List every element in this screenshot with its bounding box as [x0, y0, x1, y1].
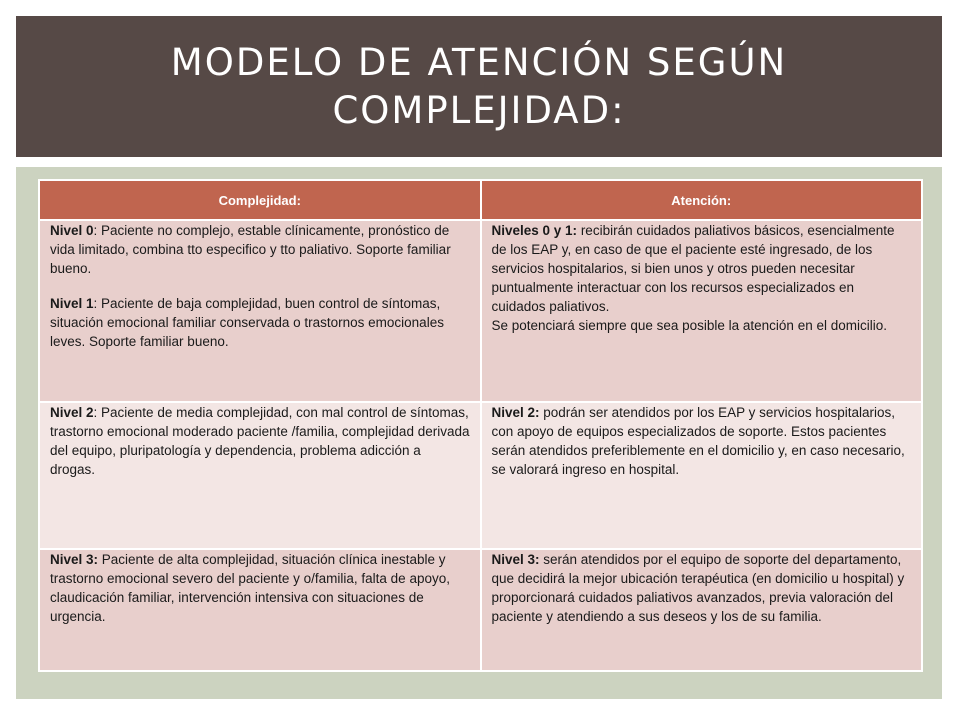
table-header-row [39, 180, 922, 220]
care-description [492, 403, 912, 479]
level-label: Nivel 3: [50, 552, 99, 567]
cell-atencion [481, 402, 923, 549]
level-label: Nivel 1 [50, 296, 94, 311]
cell-complejidad [39, 220, 481, 402]
level-text: : Paciente de baja complejidad, buen control de síntomas, situación emocional familiar conservada o trastornos emocionales leves. Soporte familiar bueno. [50, 296, 444, 349]
level-label: Nivel 0 [50, 223, 94, 238]
cell-atencion [481, 220, 923, 402]
care-description [492, 221, 912, 316]
care-label: Nivel 3: [491, 552, 540, 567]
header-atencion: Atención: [481, 180, 923, 220]
level-text: Paciente de alta complejidad, situación clínica inestable y trastorno emocional severo del paciente y o/familia, falta de apoyo, claudicación familiar, intervención intensiva con situaciones de urgencia. [50, 552, 450, 624]
complexity-table [38, 179, 923, 672]
table-row [39, 402, 922, 549]
care-label: Nivel 2: [491, 405, 540, 420]
table-row [39, 549, 922, 671]
table-row [39, 220, 922, 402]
level-description [50, 294, 470, 351]
care-label: Niveles 0 y 1: [491, 223, 578, 238]
care-text: podrán ser atendidos por los EAP y servicios hospitalarios, con apoyo de equipos especializados de soporte. Estos pacientes serán atendidos preferiblemente en el domicilio y, en caso necesario, se valorará ingreso en hospital. [491, 405, 905, 477]
level-label: Nivel 2 [50, 405, 94, 420]
level-description [50, 403, 470, 479]
level-description [50, 221, 470, 278]
care-note: Se potenciará siempre que sea posible la atención en el domicilio. [491, 318, 887, 333]
level-text: : Paciente de media complejidad, con mal control de síntomas, trastorno emocional moderado paciente /familia, complejidad derivada del equipo, pluripatología y dependencia, problema adicción a drogas. [50, 405, 470, 477]
level-text: : Paciente no complejo, estable clínicamente, pronóstico de vida limitado, combina tto especifico y tto paliativo. Soporte familiar bueno. [50, 223, 451, 276]
title-band [16, 16, 942, 157]
care-description [492, 550, 912, 626]
cell-complejidad [39, 549, 481, 671]
header-complejidad: Complejidad: [39, 180, 481, 220]
slide-title: MODELO DE ATENCIÓN SEGÚN COMPLEJIDAD: [170, 40, 788, 132]
care-text: serán atendidos por el equipo de soporte del departamento, que decidirá la mejor ubicación terapéutica (en domicilio u hospital) y proporcionará cuidados paliativos avanzados, previa valoración del paciente y atendiendo a sus deseos y los de su familia. [491, 552, 905, 624]
level-description [50, 550, 470, 626]
care-text: recibirán cuidados paliativos básicos, esencialmente de los EAP y, en caso de que el paciente esté ingresado, de los servicios hospitalarios, si bien unos y otros pueden necesitar puntualmente interactuar con los recursos especializados en cuidados paliativos. [491, 223, 895, 314]
cell-atencion [481, 549, 923, 671]
cell-complejidad [39, 402, 481, 549]
